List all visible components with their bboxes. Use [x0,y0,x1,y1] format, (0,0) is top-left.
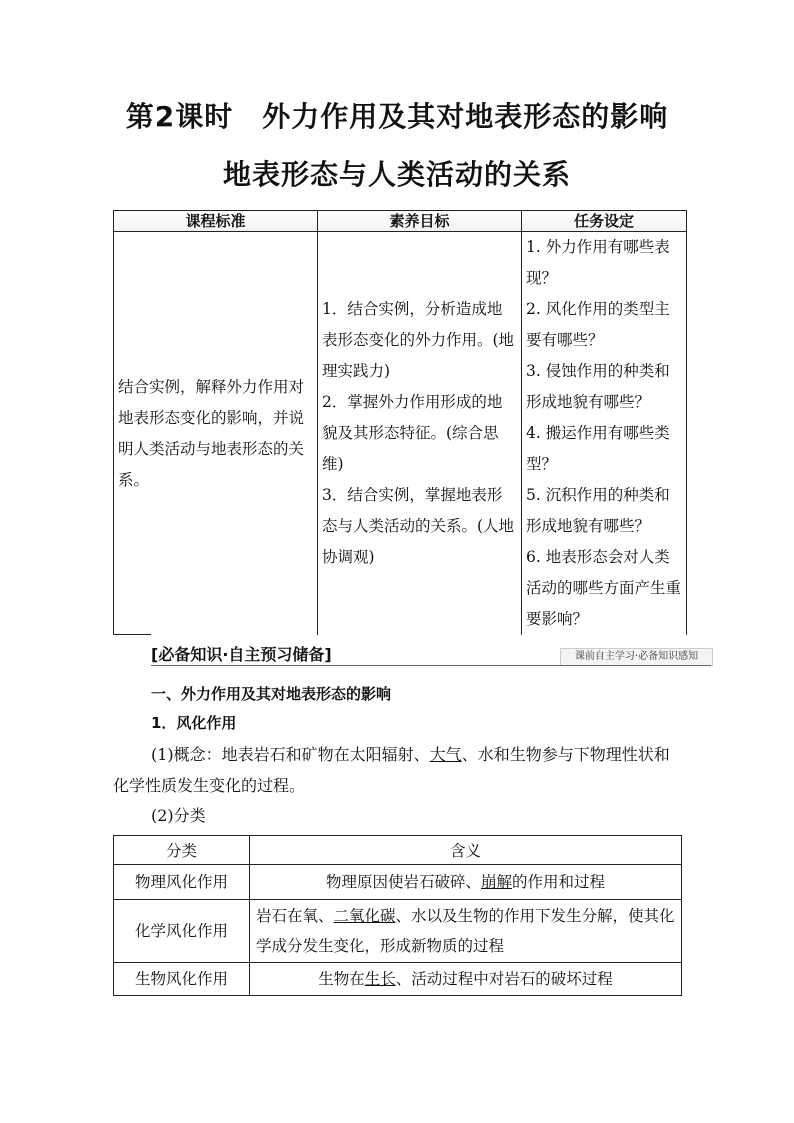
task-item: 6. 地表形态会对人类活动的哪些方面产生重要影响？ [526,548,682,628]
task-item: 2. 风化作用的类型主要有哪些？ [526,300,670,349]
meaning-cell: 物理原因使岩石破碎、崩解的作用和过程 [250,865,682,900]
classification-table [113,835,682,996]
concept-underlined: 大气 [429,745,462,764]
divider [113,634,151,635]
header-meaning: 含义 [250,836,682,865]
meaning-cell: 生物在生长、活动过程中对岩石的破坏过程 [250,963,682,996]
section-heading: [必备知识·自主预习储备] [151,645,332,664]
concept-text: 、水和生物参与下物理性状和化学性质发生变化的过程。 [113,745,670,795]
lesson-subtitle: 地表形态与人类活动的关系 [222,158,571,191]
heading-weathering: 1．风化作用 [151,714,237,732]
type-cell: 化学风化作用 [114,900,250,963]
table-row [114,900,682,963]
task-item: 1. 外力作用有哪些表现？ [526,238,670,287]
curriculum-standard-cell: 结合实例，解释外力作用对地表形态变化的影响，并说明人类活动与地表形态的关系。 [114,232,318,636]
heading-external-forces: 一、外力作用及其对地表形态的影响 [151,685,392,703]
literacy-goals-cell: 1．结合实例，分析造成地表形态变化的外力作用。(地理实践力) 2．掌握外力作用形成的地貌及其形态特征。(综合思维) 3．结合实例，掌握地表形态与人类活动的关系。(人地协调观) [318,232,522,636]
table-row [114,865,682,900]
task-item: 3. 侵蚀作用的种类和形成地貌有哪些？ [526,362,670,411]
task-item: 4. 搬运作用有哪些类型？ [526,424,670,473]
section-tag-badge: 课前自主学习·必备知识感知 [560,648,713,666]
header-curriculum: 课程标准 [114,211,318,232]
task-item: 5. 沉积作用的种类和形成地貌有哪些？ [526,486,670,535]
header-goals: 素养目标 [318,211,522,232]
standards-table [113,210,687,635]
section-rule [151,665,711,666]
header-type: 分类 [114,836,250,865]
concept-paragraph [113,739,683,801]
type-cell: 物理风化作用 [114,865,250,900]
classification-label: (2)分类 [151,806,206,825]
table-row [114,963,682,996]
task-list-cell [522,232,687,636]
lesson-title: 第2课时 外力作用及其对地表形态的影响 [125,100,669,133]
meaning-cell: 岩石在氧、二氧化碳、水以及生物的作用下发生分解，使其化学成分发生变化，形成新物质的过程 [250,900,682,963]
type-cell: 生物风化作用 [114,963,250,996]
header-tasks: 任务设定 [522,211,687,232]
concept-text: (1)概念：地表岩石和矿物在太阳辐射、 [151,745,430,764]
